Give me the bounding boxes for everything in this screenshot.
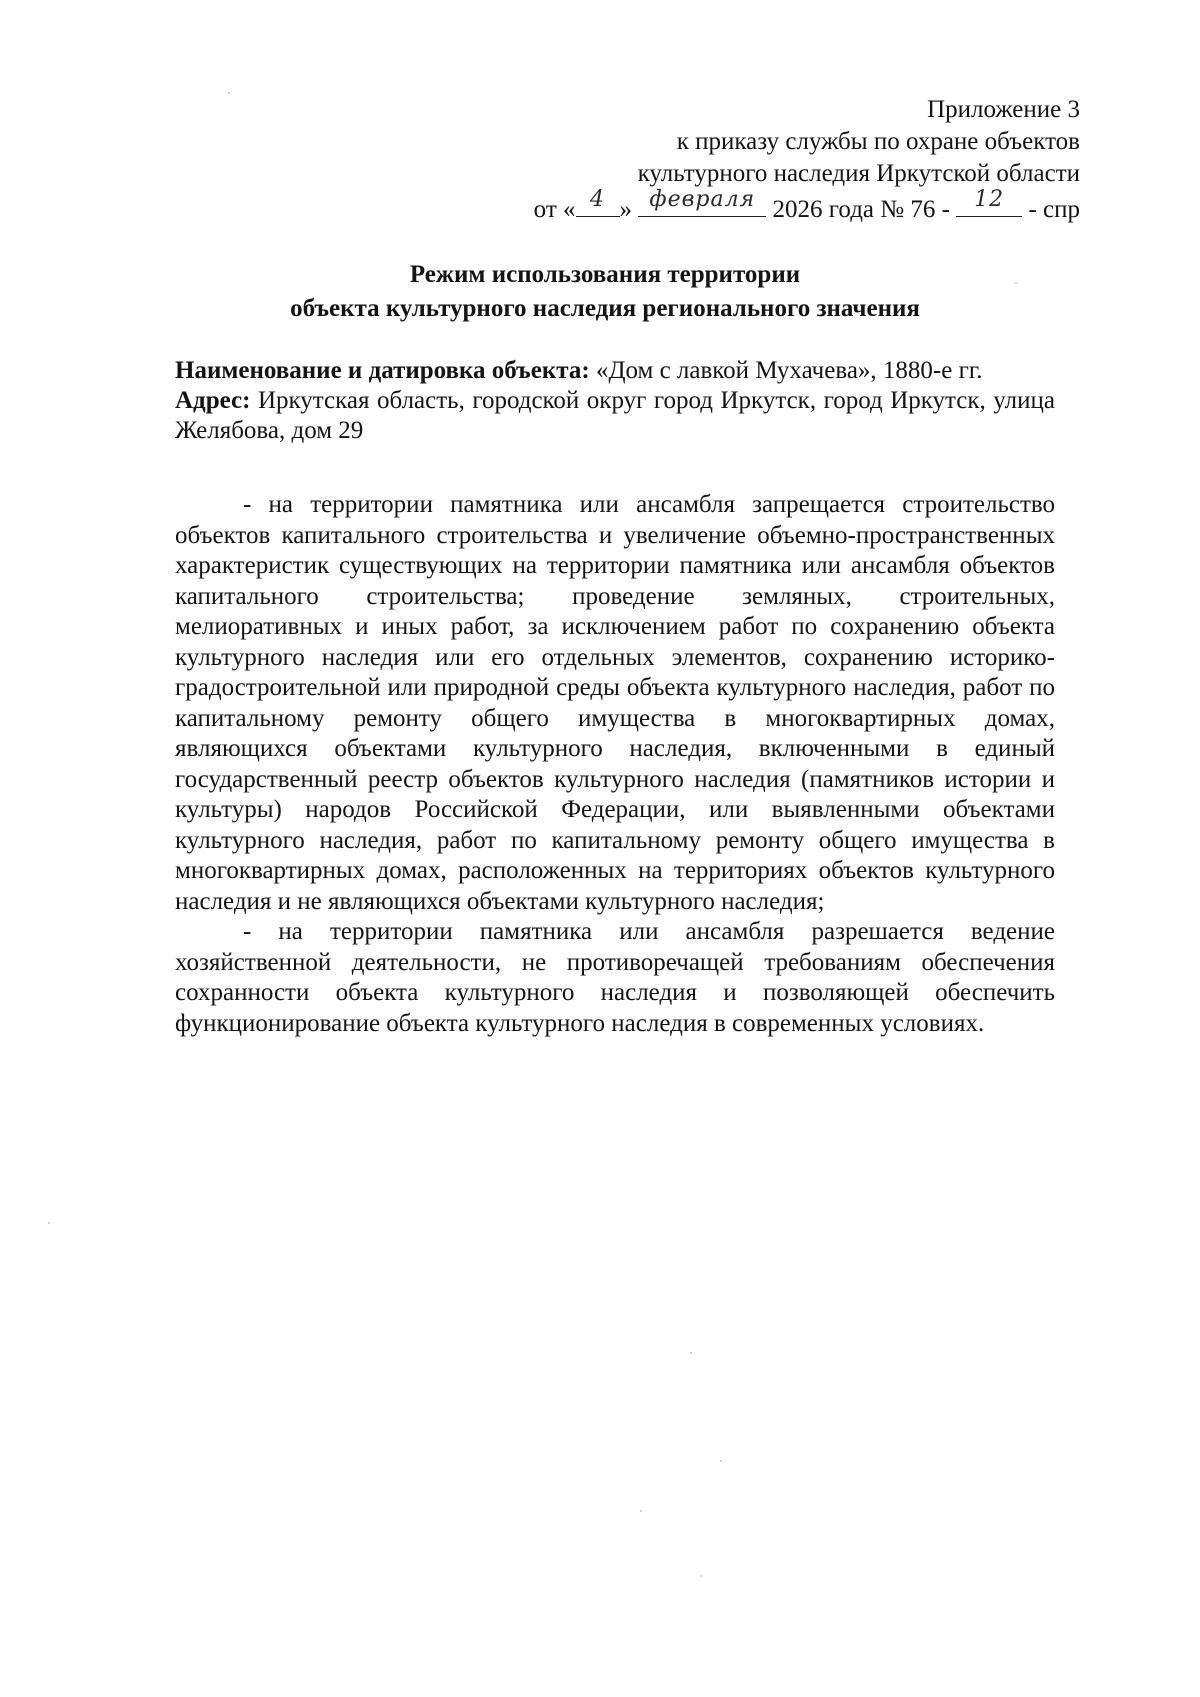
appendix-header [380,94,1080,226]
object-address-label: Адрес: [175,387,251,414]
day-blank [576,187,620,217]
object-name-label: Наименование и датировка объекта: [175,357,590,384]
appendix-order-ref: к приказу службы по охране объектов [676,128,1080,155]
date-year: 2026 года № 76 - [766,196,957,223]
order-date-line [380,187,1080,226]
number-handwritten: 12 [974,187,1005,212]
appendix-title: Приложение 3 [927,96,1080,123]
regime-body [175,490,1055,1039]
number-blank [956,187,1022,217]
paragraph-permissions: - на территории памятника или ансамбля разрешается ведение хозяйственной деятельности, не противоречащей требованиям обеспечения сохранности объекта культурного наследия и позволяющей обеспечить функционирование объекта культурного наследия в современных условиях. [175,918,1055,1037]
scan-speck [690,1352,692,1354]
object-address-row [175,386,1055,446]
object-info [175,356,1055,446]
scan-speck [48,1222,50,1224]
date-suffix: - спр [1022,196,1080,223]
title-line-2: объекта культурного наследия регионального значения [290,295,920,322]
paragraph-prohibitions: - на территории памятника или ансамбля запрещается строительство объектов капитального строительства и увеличение объемно-пространственных характеристик существующих на территории памятника или ансамбля объектов капитального строительства; проведение земляных, строительных, мелиоративных и иных работ, за исключением работ по сохранению объекта культурного наследия или его отдельных элементов, сохранению историко-градостроительной или природной среды объекта культурного наследия, работ по капитальному ремонту общего имущества в многоквартирных домах, являющихся объектами культурного наследия, включенными в единый государственный реестр объектов культурного наследия (памятников истории и культуры) народов Российской Федерации, или выявленными объектами культурного наследия, работ по капитальному ремонту общего имущества в многоквартирных домах, расположенных на территориях объектов культурного наследия и не являющихся объектами культурного наследия; [175,491,1055,915]
scan-speck [720,1460,722,1462]
object-name-value: «Дом с лавкой Мухачева», 1880-е гг. [589,357,983,384]
date-mid: » [619,196,639,223]
scan-speck [700,1575,702,1577]
title-line-1: Режим использования территории [409,261,801,288]
scan-speck [640,1510,642,1512]
day-handwritten: 4 [590,187,606,212]
object-name-row [175,356,1055,386]
object-address-value: Иркутская область, городской округ город Иркутск, город Иркутск, улица Желябова, дом 29 [175,387,1055,444]
appendix-authority: культурного наследия Иркутской области [637,160,1080,187]
scan-speck [1015,282,1017,284]
document-title [160,258,1050,326]
month-handwritten: февраля [649,187,756,212]
scan-speck [228,92,230,94]
month-blank [638,187,766,217]
date-prefix: от « [533,196,576,223]
